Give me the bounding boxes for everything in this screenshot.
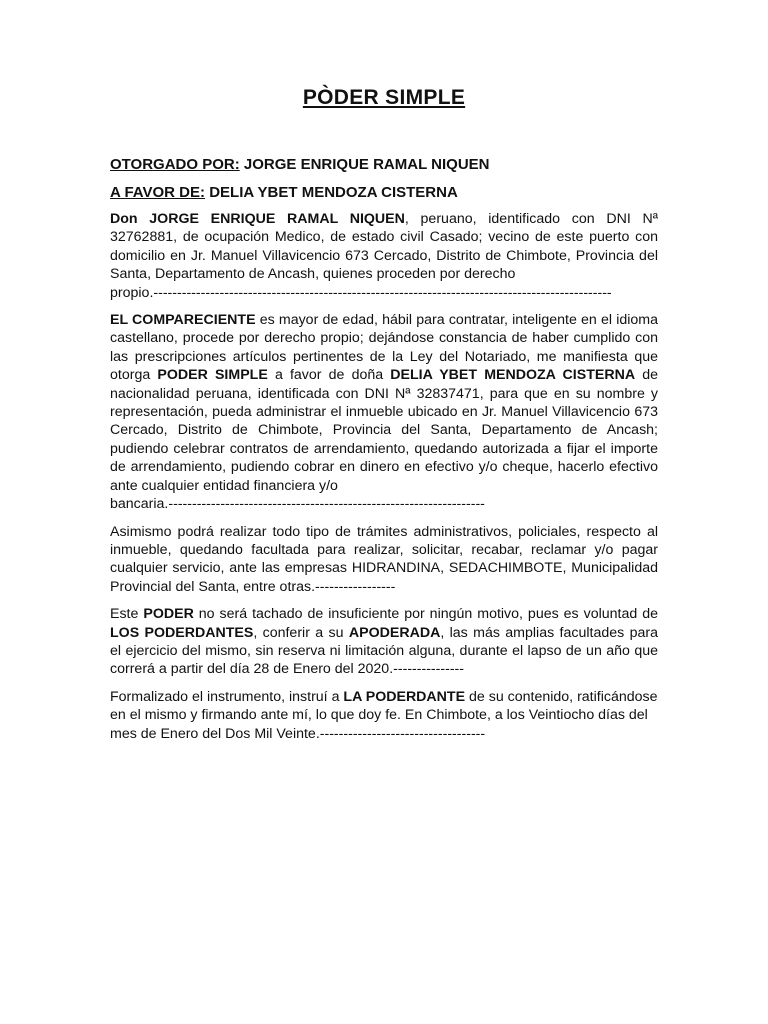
favor-label: A FAVOR DE: [110, 184, 206, 201]
otorgado-value: JORGE ENRIQUE RAMAL NIQUEN [243, 156, 490, 173]
paragraph-asimismo [110, 523, 658, 597]
paragraph-otorgante [110, 210, 658, 302]
poder-simple-label: PODER SIMPLE [157, 367, 268, 384]
asimismo-text: Asimismo podrá realizar todo tipo de trámites administrativos, policiales, respecto al inmueble, quedando facultada para realizar, solicitar, recabar, reclamar y/o pagar cualquier servicio, ante las empresas HIDRANDINA, SEDACHIMBOTE, Municipalidad Provincial del Santa, entre otras.----------------- [110, 523, 658, 595]
poderdantes-label: LOS PODERDANTES [110, 624, 254, 641]
document-body [110, 210, 658, 752]
otorgado-label: OTORGADO POR: [110, 156, 240, 173]
compareciente-closing: bancaria.------------------------------------------------------------------- [110, 496, 485, 513]
otorgado-line [110, 156, 490, 173]
apoderada-name: DELIA YBET MENDOZA CISTERNA [390, 367, 636, 384]
este-poder-text-2: no será tachado de insuficiente por ningún motivo, pues es voluntad de [193, 606, 658, 623]
otorgante-details: , peruano, identificado con DNI Nª 32762881, de ocupación Medico, de estado civil Casado; vecino de este puerto con domicilio en Jr. Manuel Villavicencio 673 Cercado, Distrito de Chimbote, Provincia del Santa, Departamento de Ancash, quienes proceden por derecho [110, 211, 658, 283]
paragraph-formalizado [110, 688, 658, 743]
compareciente-text-3: de nacionalidad peruana, identificada con DNI Nª 32837471, para que en su nombre y representación, pueda administrar el inmueble ubicado en Jr. Manuel Villavicencio 673 Cercado, Distrito de Chimbote, Provincia del Santa, Departamento de Ancash; pudiendo celebrar contratos de arrendamiento, quedando autorizada a fijar el importe de arrendamiento, pudiendo cobrar en dinero en efectivo y/o cheque, hacerlo efectivo ante cualquier entidad financiera y/o [110, 367, 658, 494]
compareciente-label: EL COMPARECIENTE [110, 312, 256, 329]
este-poder-text-4: , las más amplias facultades para el ejercicio del mismo, sin reserva ni limitación alguna, durante el lapso de un año que correrá a partir del día 28 de Enero del 2020.--------------- [110, 624, 658, 678]
otorgante-closing: propio.------------------------------------------------------------------------------------------------- [110, 284, 612, 301]
otorgante-name: Don JORGE ENRIQUE RAMAL NIQUEN [110, 211, 405, 227]
favor-value: DELIA YBET MENDOZA CISTERNA [209, 184, 458, 201]
la-poderdante-label: LA PODERDANTE [343, 688, 466, 705]
document-title: PÒDER SIMPLE [302, 86, 466, 109]
compareciente-text-2: a favor de doña [267, 367, 391, 384]
favor-line [110, 184, 458, 201]
compareciente-text-1: es mayor de edad, hábil para contratar, inteligente en el idioma castellano, procede por derecho propio; dejándose constancia de haber cumplido con las prescripciones artículos pertinentes de la Ley del Notariado, me manifiesta que otorga [110, 312, 658, 384]
formalizado-text-2: de su contenido, ratificándose en el mismo y firmando ante mí, lo que doy fe. En Chimbote, a los Veintiocho días del mes de Enero del Dos Mil Veinte.----------------------------------- [110, 688, 658, 742]
este-poder-text-3: , conferir a su [253, 624, 349, 641]
paragraph-compareciente [110, 311, 658, 513]
poder-label: PODER [143, 606, 194, 623]
este-poder-text-1: Este [110, 606, 144, 623]
formalizado-text-1: Formalizado el instrumento, instruí a [110, 688, 344, 705]
apoderada-label: APODERADA [348, 624, 441, 641]
paragraph-este-poder [110, 605, 658, 679]
